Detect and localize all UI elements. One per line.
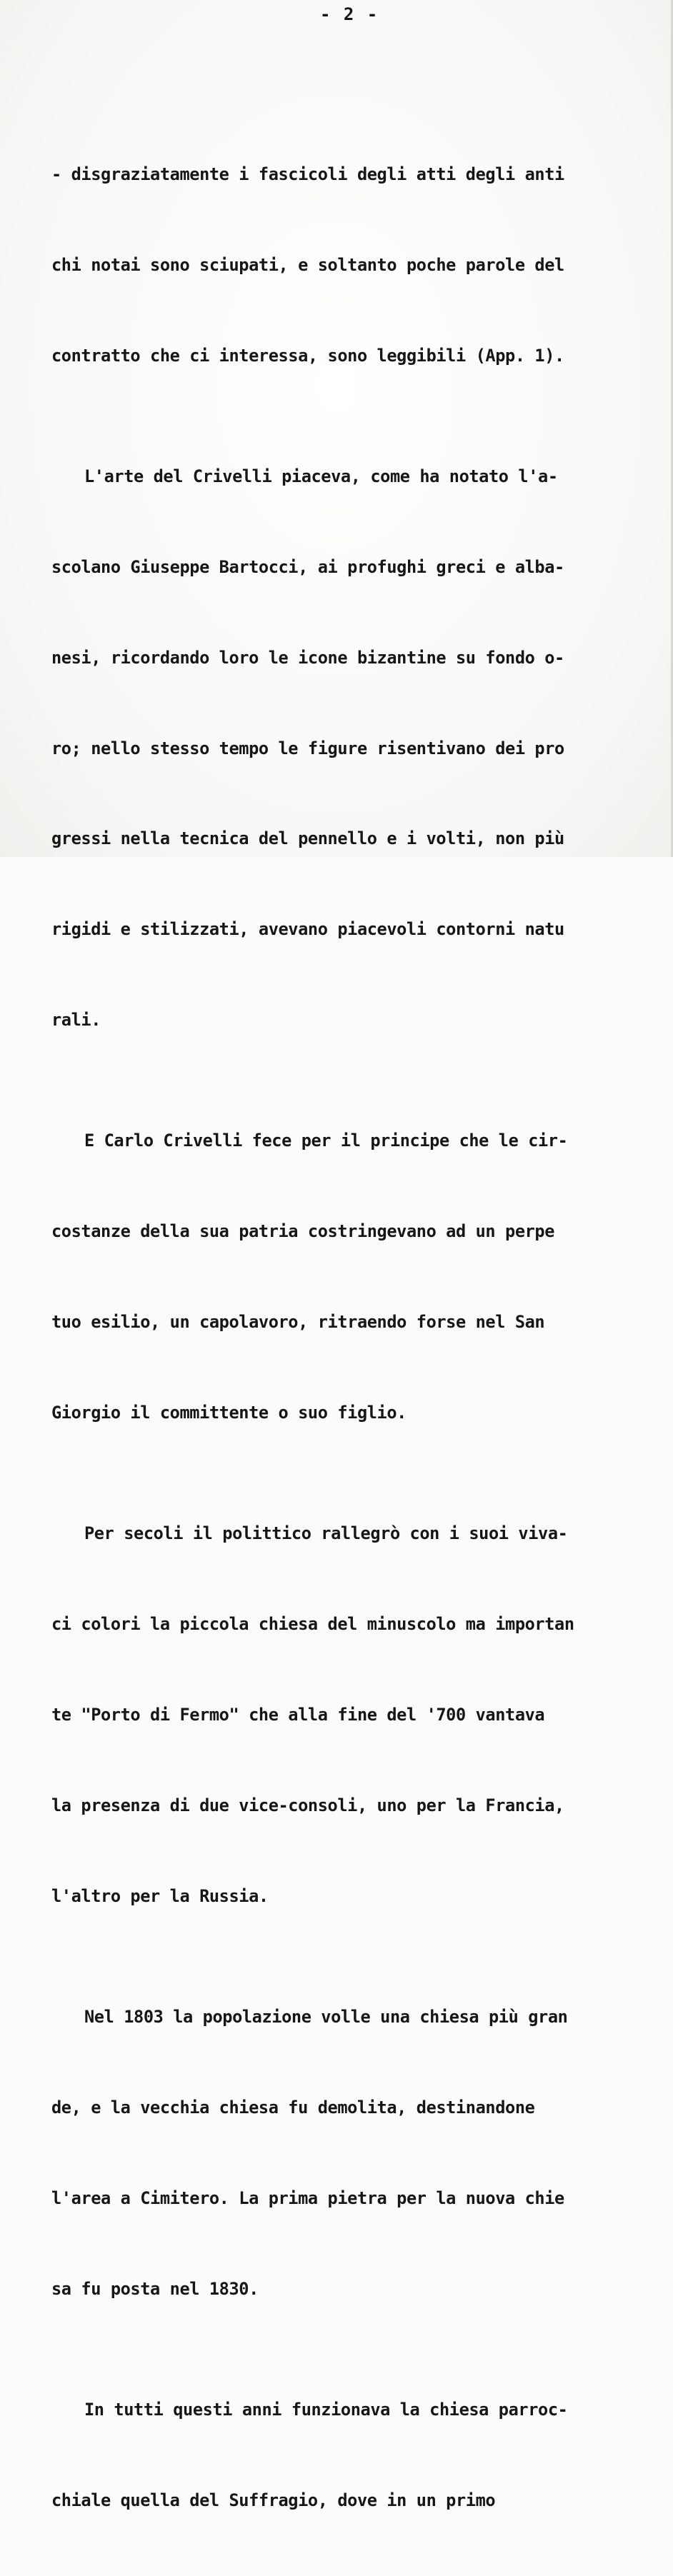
text-line: de, e la vecchia chiesa fu demolita, destinandone [51,2097,535,2118]
text-line: chi notai sono sciupati, e soltanto poche parole del [51,254,564,275]
text-line: In tutti questi anni funzionava la chiesa parroc- [84,2399,568,2420]
text-line: nesi, ricordando loro le icone bizantine su fondo o- [51,647,564,668]
text-line: sa fu posta nel 1830. [51,2278,259,2299]
text-line: scolano Giuseppe Bartocci, ai profughi greci e alba- [51,556,564,577]
page-number: - 2 - [320,4,379,24]
text-line: Per secoli il polittico rallegrò con i suoi viva- [84,1523,568,1544]
text-line: tuo esilio, un capolavoro, ritraendo forse nel San [51,1312,545,1333]
text-line: la presenza di due vice-consoli, uno per la Francia, [51,1795,564,1815]
text-line: chiale quella del Suffragio, dove in un primo [51,2490,496,2510]
text-line: ci colori la piccola chiesa del minuscolo ma importan [51,1614,574,1635]
text-line: te "Porto di Fermo" che alla fine del '700 vantava [51,1705,545,1725]
text-line: Giorgio il committente o suo figlio. [51,1403,407,1423]
text-line: ro; nello stesso tempo le figure risentivano dei pro [51,738,564,758]
text-line: Nel 1803 la popolazione volle una chiesa più gran [84,2007,568,2027]
text-line: contratto che ci interessa, sono leggibili (App. 1). [51,345,564,366]
text-line: L'arte del Crivelli piaceva, come ha notato l'a- [84,466,558,486]
text-line: gressi nella tecnica del pennello e i volti, non più [51,828,564,849]
text-line: costanze della sua patria costringevano ad un perpe [51,1221,555,1242]
text-line: l'altro per la Russia. [51,1885,269,1906]
text-line: - disgraziatamente i fascicoli degli atti degli anti [51,164,564,184]
text-line: l'area a Cimitero. La prima pietra per la nuova chie [51,2187,564,2208]
body-text [51,69,609,2576]
text-line: E Carlo Crivelli fece per il principe che le cir- [84,1131,568,1151]
text-line: rali. [51,1010,101,1031]
text-line: rigidi e stilizzati, avevano piacevoli contorni natu [51,919,564,940]
